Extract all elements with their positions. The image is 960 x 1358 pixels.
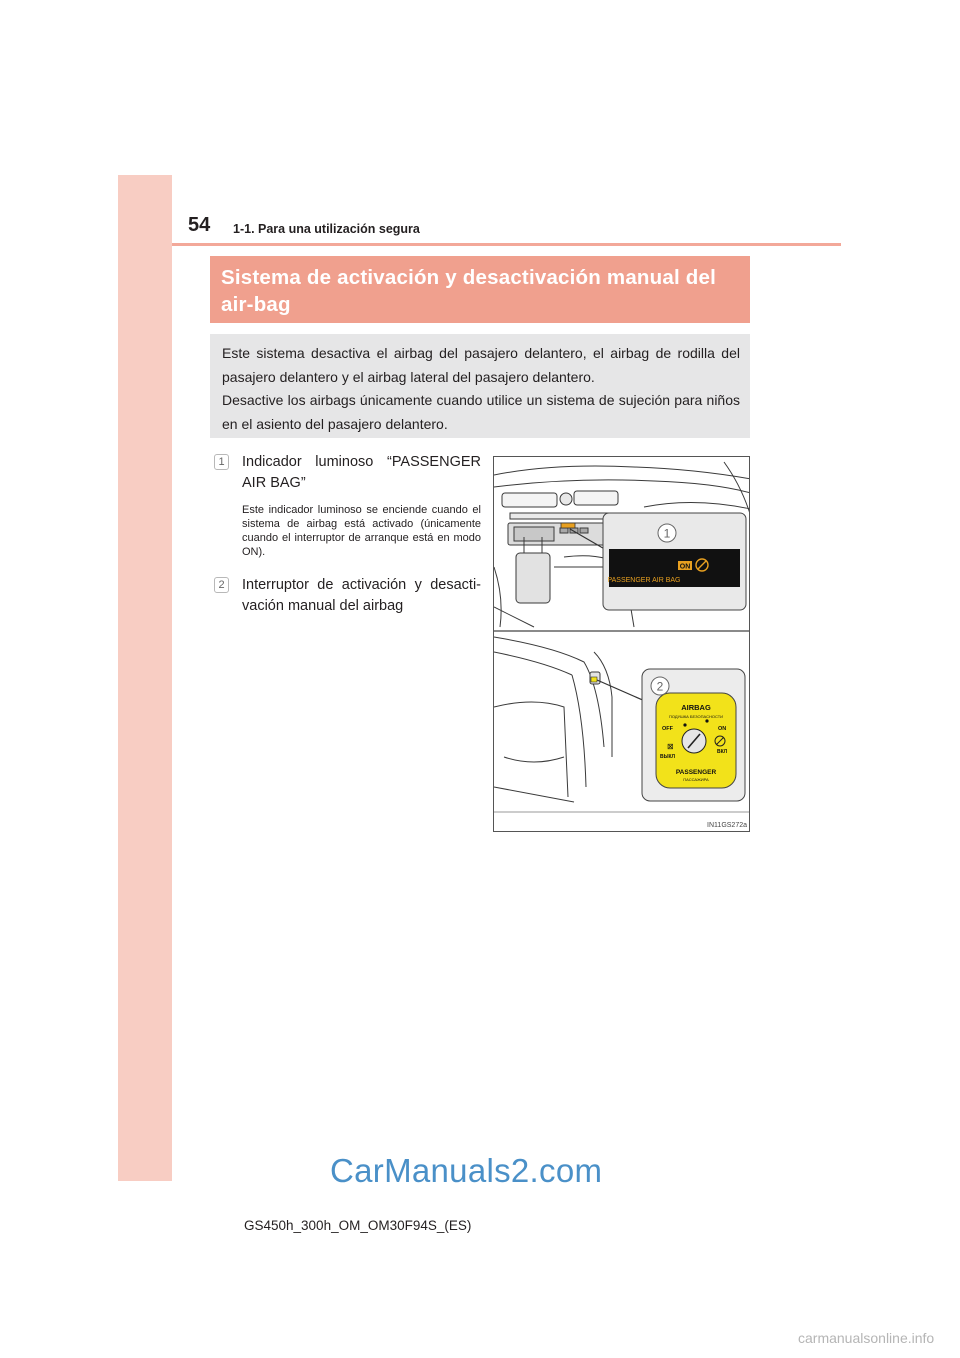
child-seat-icon: ⊠	[667, 742, 674, 751]
side-tab-bar	[118, 175, 172, 1181]
indicator-on-text: ON	[679, 563, 691, 571]
item-title-2: Interruptor de activación y desacti-vación manual del airbag	[242, 577, 481, 614]
switch-off-label: OFF	[662, 726, 673, 732]
indicator-location-mark	[561, 523, 575, 528]
callout-2-number: 2	[656, 679, 664, 694]
callout-1-number: 1	[663, 526, 671, 541]
airbag-figure	[493, 456, 750, 832]
footer-code: GS450h_300h_OM_OM30F94S_(ES)	[244, 1218, 472, 1233]
item-number-badge-2: 2	[214, 577, 229, 593]
switch-passenger-label: PASSENGER	[675, 769, 717, 776]
header-rule	[172, 243, 841, 246]
list-item-1	[214, 452, 481, 559]
watermark-small: carmanualsonline.info	[798, 1330, 935, 1346]
switch-airbag-label: AIRBAG	[681, 703, 711, 712]
airbag-illustration	[494, 457, 750, 832]
switch-airbag-label-ru: ПОДУШКА БЕЗОПАСНОСТИ	[668, 714, 724, 719]
item-number-badge-1: 1	[214, 454, 229, 470]
switch-on-label: ON	[718, 726, 727, 732]
intro-box	[210, 334, 750, 438]
section-title: Sistema de activación y desactivación manual del air-bag	[221, 266, 716, 316]
list-item-2	[214, 575, 481, 617]
switch-passenger-label-ru: ПАССАЖИРА	[683, 777, 709, 782]
watermark-carmanuals: CarManuals2.com	[330, 1152, 603, 1189]
switch-off-label-ru: ВЫКЛ	[660, 754, 676, 760]
indicator-label-text: PASSENGER AIR BAG	[607, 577, 681, 584]
page-number: 54	[188, 214, 211, 236]
section-title-box	[210, 256, 750, 323]
section-label: 1-1. Para una utilización segura	[233, 222, 420, 236]
switch-location-mark	[591, 677, 597, 682]
item-description-1: Este indicador luminoso se enciende cuando el sistema de airbag está activado (únicamente cuando el interruptor de arranque está en modo ON).	[242, 504, 481, 558]
intro-paragraph-1: Este sistema desactiva el airbag del pasajero delantero, el airbag de rodilla del pasajero delantero y el airbag lateral del pasajero delantero.	[222, 345, 740, 385]
switch-on-label-ru: ВКЛ	[717, 749, 728, 755]
intro-paragraph-2: Desactive los airbags únicamente cuando utilice un sistema de sujeción para niños en el asiento del pasajero delantero.	[222, 392, 740, 432]
item-title-1: Indicador luminoso “PASSENGER AIR BAG”	[242, 454, 481, 491]
figure-code: IN11GS272a	[707, 822, 747, 829]
